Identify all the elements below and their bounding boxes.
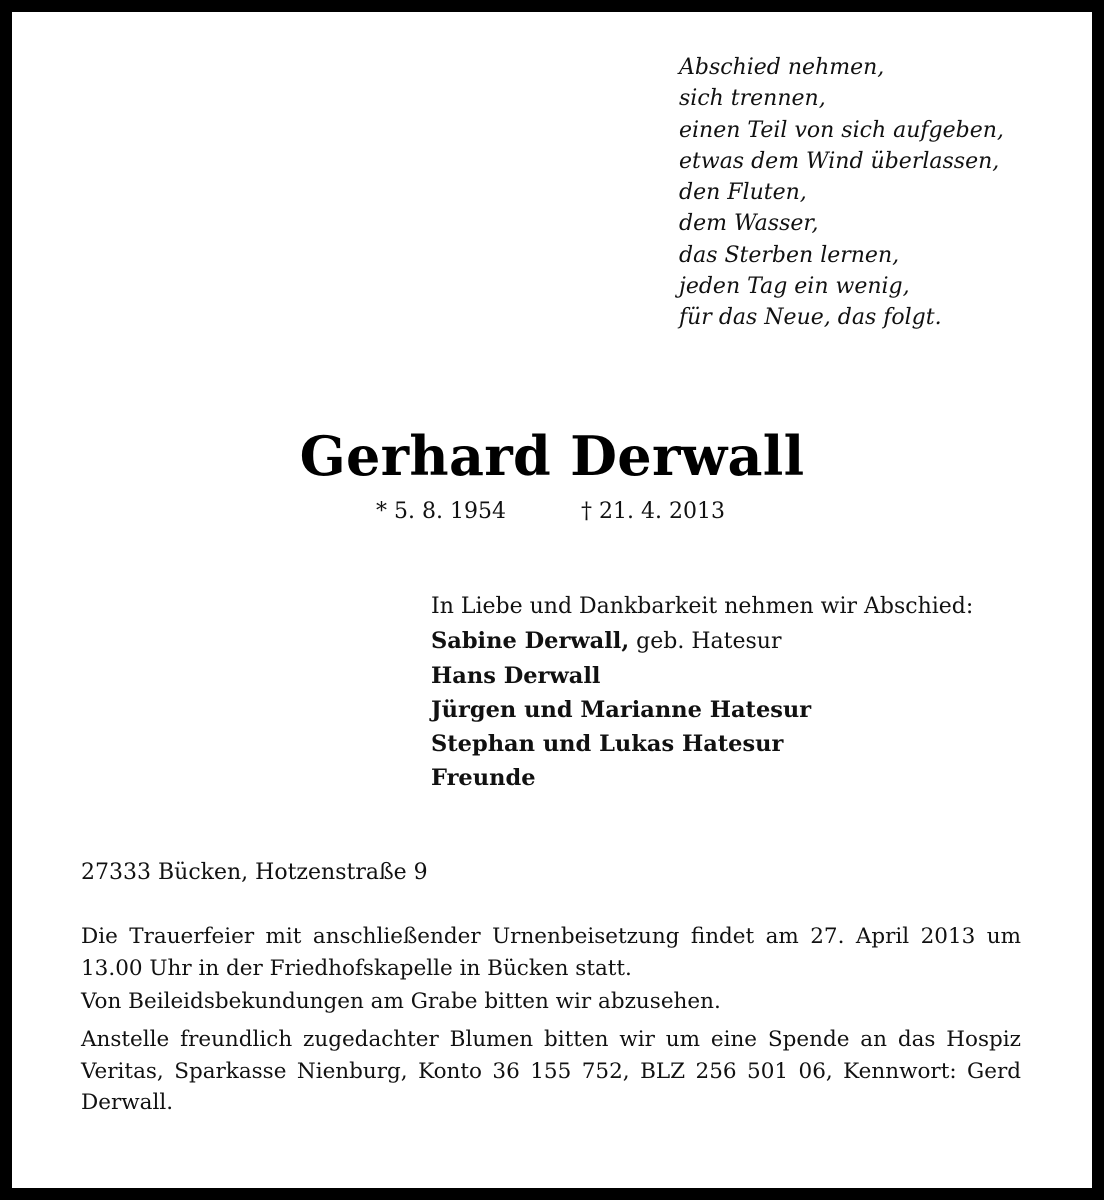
poem-line: das Sterben lernen, — [679, 242, 900, 268]
poem-line: dem Wasser, — [679, 211, 819, 237]
poem-line: einen Teil von sich aufgeben, — [679, 117, 1004, 143]
family-address: 27333 Bücken, Hotzenstraße 9 — [81, 860, 428, 885]
poem-line: den Fluten, — [679, 180, 807, 206]
mourner-name: Sabine Derwall, — [431, 628, 630, 654]
poem-line: sich trennen, — [679, 86, 826, 112]
condolence-note: Von Beileidsbekundungen am Grabe bitten wir abzusehen. — [81, 989, 721, 1014]
mourners-block — [431, 590, 1071, 795]
deceased-name: Gerhard Derwall — [299, 424, 805, 488]
donation-note: Anstelle freundlich zugedachter Blumen bitten wir um eine Spende an das Hospiz Veritas, Sparkasse Nienburg, Konto 36 155 752, BLZ 256 501 06, Kennwort: Gerd Derwall. — [81, 1027, 1021, 1115]
mourner-name: Freunde — [431, 765, 536, 791]
poem-line: jeden Tag ein wenig, — [679, 274, 910, 300]
ceremony-info: Die Trauerfeier mit anschließender Urnenbeisetzung findet am 27. April 2013 um 13.00 Uhr in der Friedhofskapelle in Bücken statt. — [81, 924, 1021, 981]
mourner-maiden-name: geb. Hatesur — [629, 629, 782, 654]
poem — [679, 52, 1079, 334]
mourner-name: Jürgen und Marianne Hatesur — [431, 697, 812, 723]
mourner-name: Stephan und Lukas Hatesur — [431, 731, 784, 757]
mourner-line-first — [431, 624, 1071, 659]
poem-line: etwas dem Wind überlassen, — [679, 148, 1000, 174]
birth-date: * 5. 8. 1954 — [376, 499, 506, 524]
mourners-intro: In Liebe und Dankbarkeit nehmen wir Abschied: — [431, 594, 974, 619]
poem-line: für das Neue, das folgt. — [679, 305, 942, 331]
poem-line: Abschied nehmen, — [679, 55, 885, 80]
mourner-name: Hans Derwall — [431, 663, 601, 689]
death-date: † 21. 4. 2013 — [581, 499, 725, 524]
